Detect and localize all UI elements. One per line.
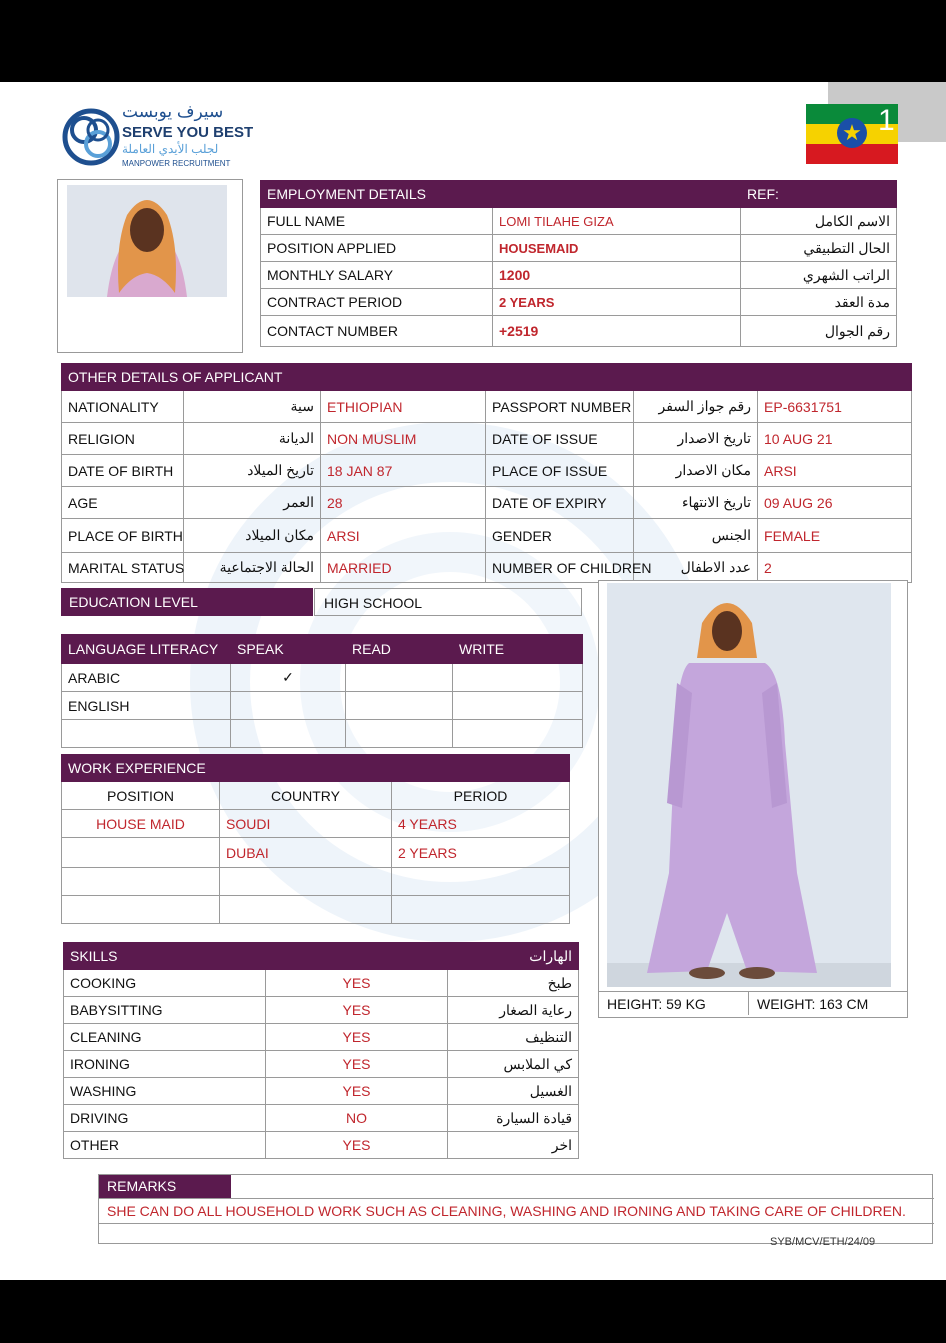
date-of-birth-value: 18 JAN 87 [321, 455, 486, 487]
gender-label: GENDER [486, 519, 634, 553]
contract-period-label: CONTRACT PERIOD [261, 289, 493, 316]
number-of-children-label-ar: عدد الاطفال [634, 553, 758, 583]
speak-cell [231, 692, 346, 720]
work-position: HOUSE MAID [62, 810, 220, 838]
contract-period-value: 2 YEARS [493, 289, 741, 316]
skill-name-ar: التنظيف [448, 1024, 579, 1051]
age-label: AGE [62, 487, 184, 519]
skill-name: COOKING [64, 970, 266, 997]
period-header: PERIOD [392, 782, 570, 810]
position-header: POSITION [62, 782, 220, 810]
skill-row [64, 1105, 579, 1132]
skill-name-ar: كي الملابس [448, 1051, 579, 1078]
marital-status-label-ar: الحالة الاجتماعية [184, 553, 321, 583]
employment-title: EMPLOYMENT DETAILS [261, 181, 741, 208]
skills-table [63, 942, 579, 1159]
cv-page [0, 82, 946, 1280]
marital-status-value: MARRIED [321, 553, 486, 583]
ref-label: REF: [741, 181, 897, 208]
religion-label-ar: الديانة [184, 423, 321, 455]
skill-name: BABYSITTING [64, 997, 266, 1024]
skill-name-ar: قيادة السيارة [448, 1105, 579, 1132]
brand-logo [62, 102, 254, 170]
remarks-text: SHE CAN DO ALL HOUSEHOLD WORK SUCH AS CLEANING, WASHING AND IRONING AND TAKING CARE OF CHILDREN. [107, 1203, 906, 1219]
weight-value: WEIGHT: 163 CM [749, 991, 907, 1015]
brand-arabic-name: سيرف يوبست [122, 102, 224, 121]
gender-label-ar: الجنس [634, 519, 758, 553]
passport-number-value: EP-6631751 [758, 391, 912, 423]
monthly-salary-label: MONTHLY SALARY [261, 262, 493, 289]
language-row [62, 720, 583, 748]
work-period [392, 896, 570, 924]
work-country [220, 896, 392, 924]
age-value: 28 [321, 487, 486, 519]
skill-value: YES [266, 1024, 448, 1051]
date-of-expiry-label: DATE OF EXPIRY [486, 487, 634, 519]
details-row [62, 391, 912, 423]
work-position [62, 868, 220, 896]
write-cell [453, 720, 583, 748]
skill-name: CLEANING [64, 1024, 266, 1051]
language-name: ENGLISH [62, 692, 231, 720]
details-row [62, 553, 912, 583]
other-details-table [61, 363, 912, 583]
position-applied-label: POSITION APPLIED [261, 235, 493, 262]
skill-value: YES [266, 1132, 448, 1159]
details-row [62, 487, 912, 519]
read-header: READ [346, 635, 453, 664]
place-of-issue-label-ar: مكان الاصدار [634, 455, 758, 487]
remarks-title: REMARKS [99, 1175, 231, 1198]
skill-name-ar: طبخ [448, 970, 579, 997]
place-of-issue-value: ARSI [758, 455, 912, 487]
work-position [62, 838, 220, 868]
skill-row [64, 1051, 579, 1078]
skill-name-ar: الغسيل [448, 1078, 579, 1105]
date-of-issue-label-ar: تاريخ الاصدار [634, 423, 758, 455]
other-details-title: OTHER DETAILS OF APPLICANT [62, 364, 486, 391]
remarks-header-row [99, 1175, 934, 1199]
skill-name: WASHING [64, 1078, 266, 1105]
religion-value: NON MUSLIM [321, 423, 486, 455]
skill-name: OTHER [64, 1132, 266, 1159]
document-code: SYB/MCV/ETH/24/09 [770, 1236, 876, 1248]
date-of-birth-label: DATE OF BIRTH [62, 455, 184, 487]
place-of-issue-label: PLACE OF ISSUE [486, 455, 634, 487]
details-row [62, 455, 912, 487]
work-period [392, 868, 570, 896]
work-period: 2 YEARS [392, 838, 570, 868]
skill-value: YES [266, 1051, 448, 1078]
passport-number-label-ar: رقم جواز السفر [634, 391, 758, 423]
language-name [62, 720, 231, 748]
work-country: DUBAI [220, 838, 392, 868]
page-number: 1 [878, 104, 895, 137]
portrait-frame [57, 179, 243, 353]
work-country [220, 868, 392, 896]
skills-title: SKILLS [64, 943, 448, 970]
contract-period-label-ar: مدة العقد [741, 289, 897, 316]
work-position [62, 896, 220, 924]
skill-name-ar: اخر [448, 1132, 579, 1159]
brand-arabic-tagline: لجلب الأيدي العاملة [122, 142, 219, 156]
passport-number-label: PASSPORT NUMBER [486, 391, 634, 423]
religion-label: RELIGION [62, 423, 184, 455]
skill-value: YES [266, 1078, 448, 1105]
remarks-box [98, 1174, 933, 1244]
remarks-divider [99, 1223, 934, 1224]
language-row [62, 664, 583, 692]
read-cell [346, 664, 453, 692]
skills-title-ar: الهارات [448, 943, 579, 970]
read-cell [346, 720, 453, 748]
skill-value: YES [266, 997, 448, 1024]
speak-header: SPEAK [231, 635, 346, 664]
write-cell [453, 664, 583, 692]
full-name-label-ar: الاسم الكامل [741, 208, 897, 235]
date-of-birth-label-ar: تاريخ الميلاد [184, 455, 321, 487]
work-row [62, 896, 570, 924]
skill-value: YES [266, 970, 448, 997]
work-experience-table [61, 754, 570, 924]
full-name-label: FULL NAME [261, 208, 493, 235]
marital-status-label: MARITAL STATUS [62, 553, 184, 583]
contact-number-value: +2519 [493, 316, 741, 347]
language-row [62, 692, 583, 720]
gender-value: FEMALE [758, 519, 912, 553]
language-table [61, 634, 583, 748]
place-of-birth-label: PLACE OF BIRTH [62, 519, 184, 553]
brand-logo-icon [62, 106, 120, 168]
write-cell [453, 692, 583, 720]
work-row [62, 838, 570, 868]
contact-number-label: CONTACT NUMBER [261, 316, 493, 347]
work-row [62, 810, 570, 838]
position-applied-label-ar: الحال التطبيقي [741, 235, 897, 262]
date-of-issue-value: 10 AUG 21 [758, 423, 912, 455]
language-header: LANGUAGE LITERACY [62, 635, 231, 664]
speak-cell [231, 720, 346, 748]
nationality-value: ETHIOPIAN [321, 391, 486, 423]
skill-row [64, 997, 579, 1024]
work-experience-title: WORK EXPERIENCE [62, 755, 570, 782]
skill-name: DRIVING [64, 1105, 266, 1132]
monthly-salary-label-ar: الراتب الشهري [741, 262, 897, 289]
skill-value: NO [266, 1105, 448, 1132]
language-name: ARABIC [62, 664, 231, 692]
skill-row [64, 1132, 579, 1159]
date-of-expiry-label-ar: تاريخ الانتهاء [634, 487, 758, 519]
full-body-photo-frame [598, 580, 908, 1018]
skill-name-ar: رعاية الصغار [448, 997, 579, 1024]
read-cell [346, 692, 453, 720]
full-name-value: LOMI TILAHE GIZA [493, 208, 741, 235]
portrait-photo [67, 185, 227, 297]
country-header: COUNTRY [220, 782, 392, 810]
skill-row [64, 1024, 579, 1051]
position-applied-value: HOUSEMAID [493, 235, 741, 262]
place-of-birth-value: ARSI [321, 519, 486, 553]
education-label: EDUCATION LEVEL [61, 588, 313, 616]
details-row [62, 423, 912, 455]
work-period: 4 YEARS [392, 810, 570, 838]
skill-row [64, 1078, 579, 1105]
skill-name: IRONING [64, 1051, 266, 1078]
place-of-birth-label-ar: مكان الميلاد [184, 519, 321, 553]
brand-name: SERVE YOU BEST [122, 124, 254, 141]
number-of-children-label: NUMBER OF CHILDREN [486, 553, 634, 583]
date-of-expiry-value: 09 AUG 26 [758, 487, 912, 519]
employment-table [260, 180, 897, 347]
write-header: WRITE [453, 635, 583, 664]
date-of-issue-label: DATE OF ISSUE [486, 423, 634, 455]
age-label-ar: العمر [184, 487, 321, 519]
work-country: SOUDI [220, 810, 392, 838]
number-of-children-value: 2 [758, 553, 912, 583]
check-icon: ✓ [231, 664, 346, 692]
height-value: HEIGHT: 59 KG [599, 991, 749, 1015]
full-body-photo [607, 583, 891, 987]
skill-row [64, 970, 579, 997]
work-row [62, 868, 570, 896]
contact-number-label-ar: رقم الجوال [741, 316, 897, 347]
flag-emblem-icon: ★ [837, 118, 867, 148]
nationality-label: NATIONALITY [62, 391, 184, 423]
details-row [62, 519, 912, 553]
nationality-label-ar: سية [184, 391, 321, 423]
education-value: HIGH SCHOOL [314, 588, 582, 616]
monthly-salary-value: 1200 [493, 262, 741, 289]
brand-tagline: MANPOWER RECRUITMENT [122, 159, 231, 168]
